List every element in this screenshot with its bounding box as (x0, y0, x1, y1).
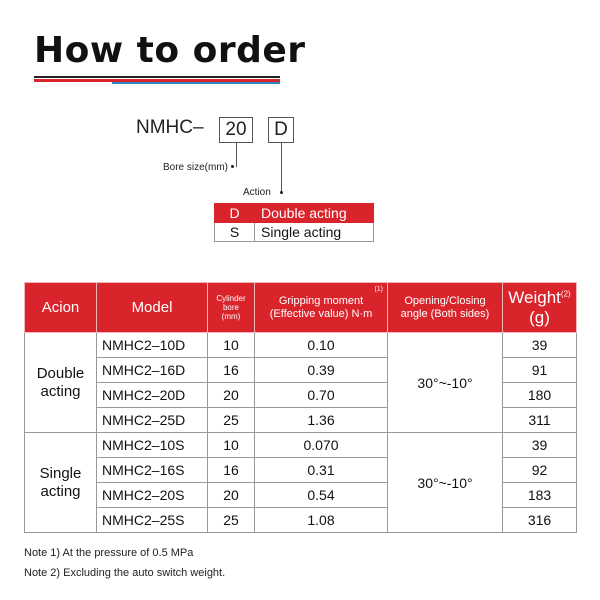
header-weight (503, 283, 577, 333)
header-moment-line2: (Effective value) N·m (269, 307, 373, 320)
header-moment-line1: Gripping moment (278, 294, 364, 307)
header-model: Model (97, 283, 208, 333)
header-angle-line2: angle (Both sides) (400, 307, 490, 320)
moment-cell: 1.08 (255, 508, 388, 533)
bore-cell: 16 (208, 358, 255, 383)
angle-cell-single: 30°~-10° (388, 433, 503, 533)
header-angle (388, 283, 503, 333)
table-header-row (25, 283, 577, 333)
weight-cell: 316 (503, 508, 577, 533)
note-1: Note 1) At the pressure of 0.5 MPa (24, 547, 194, 559)
action-double-line2: acting (40, 382, 81, 400)
table-row (25, 433, 577, 458)
header-weight-note: (2) (560, 289, 571, 299)
legend-row (215, 223, 374, 242)
header-moment-note: (1) (374, 286, 383, 293)
bore-cell: 20 (208, 483, 255, 508)
bore-cell: 25 (208, 508, 255, 533)
moment-cell: 0.31 (255, 458, 388, 483)
action-label: Action (243, 187, 271, 198)
order-code-action-box: D (268, 117, 294, 143)
model-cell: NMHC2–25D (97, 408, 208, 433)
action-legend (214, 203, 374, 242)
legend-value: Single acting (255, 223, 374, 242)
order-code-bore-box: 20 (219, 117, 253, 143)
spec-table (24, 282, 577, 533)
moment-cell: 0.10 (255, 333, 388, 358)
action-double-line1: Double (36, 364, 85, 382)
title-underline (34, 76, 280, 78)
moment-cell: 0.39 (255, 358, 388, 383)
bore-size-label: Bore size(mm) (163, 162, 229, 173)
weight-cell: 91 (503, 358, 577, 383)
bore-dot (231, 165, 234, 168)
angle-cell-double: 30°~-10° (388, 333, 503, 433)
header-moment (255, 283, 388, 333)
legend-value: Double acting (255, 204, 374, 223)
moment-cell: 0.54 (255, 483, 388, 508)
weight-cell: 183 (503, 483, 577, 508)
action-single-line1: Single (39, 464, 82, 482)
header-bore-line1: Cylinder (216, 293, 246, 303)
model-cell: NMHC2–16S (97, 458, 208, 483)
weight-cell: 39 (503, 433, 577, 458)
model-cell: NMHC2–10D (97, 333, 208, 358)
legend-row (215, 204, 374, 223)
model-cell: NMHC2–16D (97, 358, 208, 383)
action-dot (280, 191, 283, 194)
header-weight-line1: Weight (508, 287, 561, 307)
header-angle-line1: Opening/Closing (404, 294, 486, 307)
order-code-prefix: NMHC– (136, 117, 204, 138)
header-bore-line2: bore (222, 302, 239, 312)
moment-cell: 0.70 (255, 383, 388, 408)
table-row (25, 333, 577, 358)
action-cell-double (25, 333, 97, 433)
model-cell: NMHC2–10S (97, 433, 208, 458)
model-cell: NMHC2–25S (97, 508, 208, 533)
moment-cell: 0.070 (255, 433, 388, 458)
header-bore-line3: (mm) (221, 312, 241, 322)
moment-cell: 1.36 (255, 408, 388, 433)
bore-cell: 25 (208, 408, 255, 433)
weight-cell: 311 (503, 408, 577, 433)
title-underline-blue (112, 82, 280, 84)
model-cell: NMHC2–20D (97, 383, 208, 408)
action-connector (281, 143, 282, 193)
bore-connector (236, 143, 237, 167)
legend-key: D (215, 204, 255, 223)
header-action: Acion (25, 283, 97, 333)
bore-cell: 10 (208, 433, 255, 458)
weight-cell: 39 (503, 333, 577, 358)
weight-cell: 180 (503, 383, 577, 408)
model-cell: NMHC2–20S (97, 483, 208, 508)
legend-key: S (215, 223, 255, 242)
bore-cell: 16 (208, 458, 255, 483)
action-single-line2: acting (40, 482, 81, 500)
action-cell-single (25, 433, 97, 533)
note-2: Note 2) Excluding the auto switch weight. (24, 567, 226, 579)
header-bore (208, 283, 255, 333)
bore-cell: 10 (208, 333, 255, 358)
header-weight-line2: (g) (529, 307, 550, 327)
bore-cell: 20 (208, 383, 255, 408)
page-title: How to order (34, 30, 306, 71)
weight-cell: 92 (503, 458, 577, 483)
